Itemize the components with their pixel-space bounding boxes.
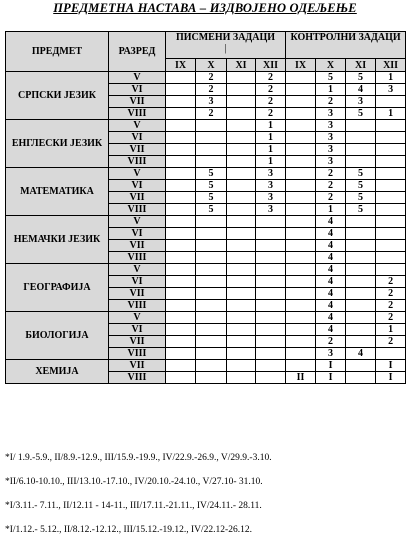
control-count-cell — [376, 156, 406, 168]
grade-cell: VII — [109, 192, 166, 204]
written-count-cell — [196, 228, 227, 240]
written-count-cell — [196, 360, 227, 372]
grade-cell: V — [109, 216, 166, 228]
control-count-cell — [286, 228, 316, 240]
control-count-cell — [346, 252, 376, 264]
written-count-cell: 2 — [256, 72, 286, 84]
written-count-cell — [256, 288, 286, 300]
written-count-cell — [256, 216, 286, 228]
written-count-cell — [256, 240, 286, 252]
control-count-cell — [346, 288, 376, 300]
control-count-cell — [376, 120, 406, 132]
control-count-cell — [376, 180, 406, 192]
header-control: КОНТРОЛНИ ЗАДАЦИ — [286, 32, 406, 59]
written-count-cell: 1 — [256, 120, 286, 132]
written-count-cell — [256, 312, 286, 324]
period-header: IX — [166, 59, 196, 72]
control-count-cell — [286, 216, 316, 228]
control-count-cell: 4 — [316, 228, 346, 240]
written-count-cell — [166, 156, 196, 168]
written-count-cell — [196, 144, 227, 156]
written-count-cell — [166, 72, 196, 84]
written-count-cell — [196, 372, 227, 384]
note-september: *I/ 1.9.-5.9., II/8.9.-12.9., III/15.9.-19.9., IV/22.9.-26.9., V/29.9.-3.10. — [5, 453, 272, 463]
control-count-cell: 2 — [316, 168, 346, 180]
control-count-cell — [286, 252, 316, 264]
control-count-cell: I — [376, 372, 406, 384]
control-count-cell: 3 — [316, 348, 346, 360]
control-count-cell: 2 — [376, 300, 406, 312]
written-count-cell: 5 — [196, 204, 227, 216]
grade-cell: VII — [109, 96, 166, 108]
control-count-cell — [286, 300, 316, 312]
period-header: X — [316, 59, 346, 72]
written-count-cell — [227, 300, 256, 312]
control-count-cell: 1 — [376, 108, 406, 120]
written-count-cell — [256, 348, 286, 360]
control-count-cell — [376, 240, 406, 252]
control-count-cell: 3 — [316, 132, 346, 144]
grade-cell: VII — [109, 336, 166, 348]
written-count-cell — [166, 372, 196, 384]
control-count-cell: 3 — [346, 96, 376, 108]
control-count-cell — [286, 324, 316, 336]
control-count-cell — [376, 96, 406, 108]
schedule-table — [5, 31, 406, 384]
written-count-cell — [166, 312, 196, 324]
grade-cell: VI — [109, 84, 166, 96]
control-count-cell: 4 — [316, 252, 346, 264]
header-written-label: ПИСМЕНИ ЗАДАЦИ — [175, 32, 276, 43]
control-count-cell — [286, 288, 316, 300]
control-count-cell — [346, 240, 376, 252]
control-count-cell — [346, 264, 376, 276]
written-count-cell: 2 — [256, 84, 286, 96]
written-count-cell — [166, 168, 196, 180]
control-count-cell: 2 — [376, 336, 406, 348]
control-count-cell: II — [286, 372, 316, 384]
period-header: X — [196, 59, 227, 72]
control-count-cell — [346, 156, 376, 168]
control-count-cell: 4 — [346, 348, 376, 360]
written-count-cell — [227, 360, 256, 372]
control-count-cell — [376, 348, 406, 360]
grade-cell: VIII — [109, 108, 166, 120]
grade-cell: VI — [109, 132, 166, 144]
written-count-cell — [256, 372, 286, 384]
control-count-cell — [286, 108, 316, 120]
written-count-cell — [166, 108, 196, 120]
control-count-cell — [286, 192, 316, 204]
written-count-cell — [256, 324, 286, 336]
written-count-cell: 3 — [196, 96, 227, 108]
written-count-cell — [227, 324, 256, 336]
written-count-cell: 1 — [256, 144, 286, 156]
control-count-cell: 5 — [346, 72, 376, 84]
written-count-cell — [166, 264, 196, 276]
control-count-cell: I — [316, 372, 346, 384]
control-count-cell: 2 — [316, 180, 346, 192]
control-count-cell — [376, 132, 406, 144]
grade-cell: VIII — [109, 348, 166, 360]
written-count-cell — [227, 144, 256, 156]
control-count-cell — [286, 312, 316, 324]
period-header: XII — [376, 59, 406, 72]
table-row — [6, 72, 406, 84]
control-count-cell — [346, 132, 376, 144]
control-count-cell: 2 — [316, 336, 346, 348]
written-count-cell: 5 — [196, 180, 227, 192]
header-subject: ПРЕДМЕТ — [6, 32, 109, 72]
written-count-cell: 2 — [256, 108, 286, 120]
written-count-cell — [256, 336, 286, 348]
control-count-cell: 1 — [376, 324, 406, 336]
control-count-cell: 2 — [376, 312, 406, 324]
control-count-cell — [376, 252, 406, 264]
written-count-cell: 2 — [256, 96, 286, 108]
note-december: *I/1.12.- 5.12., II/8.12.-12.12., III/15.12.-19.12., IV/22.12-26.12. — [5, 525, 252, 535]
control-count-cell — [286, 348, 316, 360]
written-count-cell — [196, 132, 227, 144]
control-count-cell — [376, 168, 406, 180]
written-count-cell — [227, 84, 256, 96]
subject-cell: ХЕМИЈА — [6, 360, 109, 384]
written-count-cell — [227, 228, 256, 240]
control-count-cell — [286, 180, 316, 192]
written-count-cell: 5 — [196, 192, 227, 204]
grade-cell: VIII — [109, 204, 166, 216]
written-count-cell — [227, 264, 256, 276]
written-count-cell — [256, 228, 286, 240]
grade-cell: VI — [109, 276, 166, 288]
written-count-cell: 2 — [196, 108, 227, 120]
written-count-cell — [166, 324, 196, 336]
control-count-cell — [286, 264, 316, 276]
written-count-cell — [166, 288, 196, 300]
control-count-cell — [376, 264, 406, 276]
control-count-cell — [286, 276, 316, 288]
subject-cell: НЕМАЧКИ ЈЕЗИК — [6, 216, 109, 264]
written-count-cell — [196, 240, 227, 252]
grade-cell: VI — [109, 228, 166, 240]
control-count-cell: 4 — [316, 300, 346, 312]
control-count-cell — [286, 240, 316, 252]
written-count-cell — [227, 72, 256, 84]
subject-cell: БИОЛОГИЈА — [6, 312, 109, 360]
control-count-cell — [346, 276, 376, 288]
control-count-cell: 4 — [346, 84, 376, 96]
page-title: ПРЕДМЕТНА НАСТАВА – ИЗДВОЈЕНО ОДЕЉЕЊЕ — [53, 1, 357, 15]
control-count-cell: 3 — [316, 156, 346, 168]
written-count-cell — [256, 300, 286, 312]
written-count-cell — [196, 216, 227, 228]
table-row — [6, 216, 406, 228]
control-count-cell: 2 — [376, 288, 406, 300]
control-count-cell: 4 — [316, 288, 346, 300]
header-grade: РАЗРЕД — [109, 32, 166, 72]
written-count-cell — [227, 312, 256, 324]
control-count-cell: 4 — [316, 276, 346, 288]
grade-cell: VIII — [109, 252, 166, 264]
written-count-cell — [227, 336, 256, 348]
control-count-cell: 3 — [316, 144, 346, 156]
written-count-cell — [227, 252, 256, 264]
written-count-cell — [196, 348, 227, 360]
written-count-cell — [227, 192, 256, 204]
written-count-cell — [166, 84, 196, 96]
control-count-cell: 5 — [346, 168, 376, 180]
written-count-cell — [227, 288, 256, 300]
control-count-cell — [346, 336, 376, 348]
control-count-cell — [376, 216, 406, 228]
written-count-cell — [196, 324, 227, 336]
written-count-cell — [166, 240, 196, 252]
period-header: XI — [346, 59, 376, 72]
written-count-cell — [227, 96, 256, 108]
grade-cell: VI — [109, 324, 166, 336]
grade-cell: VIII — [109, 156, 166, 168]
table-row — [6, 360, 406, 372]
subject-cell: ГЕОГРАФИЈА — [6, 264, 109, 312]
written-count-cell — [196, 300, 227, 312]
written-count-cell — [166, 300, 196, 312]
written-count-cell — [166, 144, 196, 156]
control-count-cell — [286, 204, 316, 216]
control-count-cell: 3 — [316, 108, 346, 120]
written-count-cell — [196, 312, 227, 324]
grade-cell: VIII — [109, 372, 166, 384]
table-row — [6, 312, 406, 324]
control-count-cell: 4 — [316, 216, 346, 228]
written-count-cell — [166, 336, 196, 348]
written-count-cell — [227, 180, 256, 192]
written-count-cell — [256, 252, 286, 264]
written-count-cell — [227, 276, 256, 288]
grade-cell: V — [109, 72, 166, 84]
table-row — [6, 264, 406, 276]
grade-cell: VIII — [109, 300, 166, 312]
control-count-cell — [346, 216, 376, 228]
period-header: XII — [256, 59, 286, 72]
written-count-cell: 3 — [256, 204, 286, 216]
control-count-cell: I — [316, 360, 346, 372]
control-count-cell: 4 — [316, 324, 346, 336]
grade-cell: VII — [109, 240, 166, 252]
control-count-cell: 2 — [316, 192, 346, 204]
table-row — [6, 120, 406, 132]
written-count-cell — [166, 132, 196, 144]
written-count-cell: 3 — [256, 192, 286, 204]
written-count-cell — [196, 156, 227, 168]
period-header: IX — [286, 59, 316, 72]
written-count-cell: 2 — [196, 84, 227, 96]
written-count-cell — [227, 168, 256, 180]
grade-cell: VII — [109, 288, 166, 300]
control-count-cell — [286, 144, 316, 156]
written-count-cell — [166, 180, 196, 192]
written-count-cell — [166, 120, 196, 132]
written-count-cell — [256, 276, 286, 288]
written-count-cell — [166, 360, 196, 372]
written-count-cell — [196, 264, 227, 276]
control-count-cell: 1 — [316, 84, 346, 96]
control-count-cell: 2 — [376, 276, 406, 288]
grade-cell: V — [109, 120, 166, 132]
control-count-cell: 2 — [316, 96, 346, 108]
subject-cell: МАТЕМАТИКА — [6, 168, 109, 216]
control-count-cell: 1 — [376, 72, 406, 84]
written-count-cell: 5 — [196, 168, 227, 180]
written-count-cell — [166, 228, 196, 240]
control-count-cell — [286, 132, 316, 144]
control-count-cell: I — [376, 360, 406, 372]
written-count-cell — [227, 204, 256, 216]
control-count-cell: 5 — [346, 108, 376, 120]
control-count-cell — [376, 228, 406, 240]
written-count-cell — [227, 216, 256, 228]
written-count-cell — [166, 252, 196, 264]
written-count-cell: 3 — [256, 180, 286, 192]
written-count-cell — [227, 120, 256, 132]
written-count-cell: 1 — [256, 132, 286, 144]
header-written-mark: | — [224, 43, 227, 54]
written-count-cell — [166, 96, 196, 108]
control-count-cell: 4 — [316, 312, 346, 324]
control-count-cell — [346, 372, 376, 384]
control-count-cell — [286, 360, 316, 372]
control-count-cell — [286, 96, 316, 108]
control-count-cell — [376, 144, 406, 156]
control-count-cell: 4 — [316, 264, 346, 276]
control-count-cell: 5 — [346, 192, 376, 204]
control-count-cell — [346, 300, 376, 312]
note-november: *I/3.11.- 7.11., II/12.11 - 14-11., III/17.11.-21.11., IV/24.11.- 28.11. — [5, 501, 262, 511]
written-count-cell — [227, 240, 256, 252]
written-count-cell: 2 — [196, 72, 227, 84]
grade-cell: VII — [109, 360, 166, 372]
control-count-cell — [286, 336, 316, 348]
control-count-cell — [346, 144, 376, 156]
written-count-cell — [166, 204, 196, 216]
written-count-cell — [227, 156, 256, 168]
written-count-cell — [196, 252, 227, 264]
written-count-cell — [256, 360, 286, 372]
written-count-cell — [196, 276, 227, 288]
control-count-cell: 3 — [316, 120, 346, 132]
grade-cell: VI — [109, 180, 166, 192]
control-count-cell — [286, 156, 316, 168]
control-count-cell — [376, 192, 406, 204]
header-written — [166, 32, 286, 59]
grade-cell: V — [109, 264, 166, 276]
grade-cell: VII — [109, 144, 166, 156]
written-count-cell — [166, 216, 196, 228]
control-count-cell: 5 — [346, 204, 376, 216]
written-count-cell — [227, 132, 256, 144]
period-header: XI — [227, 59, 256, 72]
written-count-cell — [196, 288, 227, 300]
control-count-cell — [286, 84, 316, 96]
grade-cell: V — [109, 312, 166, 324]
control-count-cell — [286, 72, 316, 84]
date-notes — [5, 453, 405, 549]
note-october: *II/6.10-10.10., III/13.10.-17.10., IV/20.10.-24.10., V/27.10- 31.10. — [5, 477, 263, 487]
control-count-cell — [286, 168, 316, 180]
control-count-cell: 4 — [316, 240, 346, 252]
written-count-cell — [256, 264, 286, 276]
control-count-cell: 3 — [376, 84, 406, 96]
header-row — [6, 32, 406, 59]
written-count-cell — [166, 192, 196, 204]
written-count-cell — [196, 120, 227, 132]
subject-cell: СРПСКИ ЈЕЗИК — [6, 72, 109, 120]
written-count-cell — [166, 348, 196, 360]
written-count-cell — [227, 372, 256, 384]
control-count-cell — [376, 204, 406, 216]
table-row — [6, 168, 406, 180]
control-count-cell — [346, 120, 376, 132]
written-count-cell — [227, 348, 256, 360]
control-count-cell — [346, 228, 376, 240]
grade-cell: V — [109, 168, 166, 180]
control-count-cell — [346, 324, 376, 336]
written-count-cell: 1 — [256, 156, 286, 168]
written-count-cell — [196, 336, 227, 348]
control-count-cell: 1 — [316, 204, 346, 216]
subject-cell: ЕНГЛЕСКИ ЈЕЗИК — [6, 120, 109, 168]
written-count-cell — [227, 108, 256, 120]
written-count-cell — [166, 276, 196, 288]
written-count-cell: 3 — [256, 168, 286, 180]
control-count-cell: 5 — [316, 72, 346, 84]
control-count-cell: 5 — [346, 180, 376, 192]
control-count-cell — [286, 120, 316, 132]
control-count-cell — [346, 312, 376, 324]
control-count-cell — [346, 360, 376, 372]
